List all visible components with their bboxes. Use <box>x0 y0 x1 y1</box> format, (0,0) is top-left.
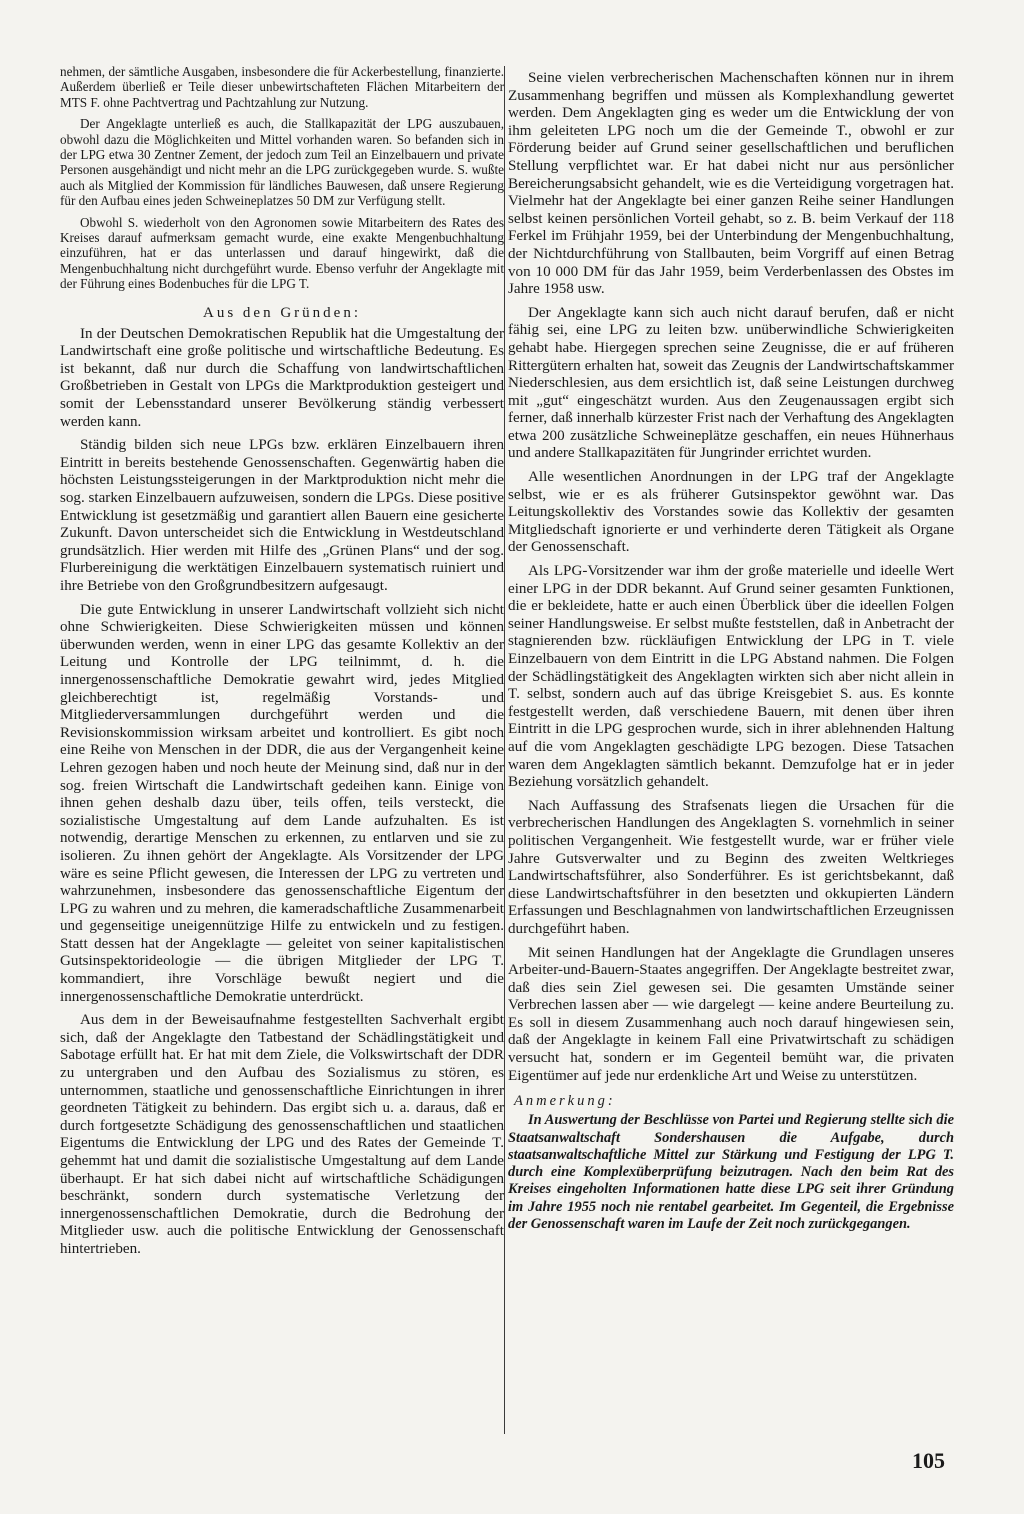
annotation-heading: Anmerkung: <box>514 1093 616 1110</box>
paragraph: Mit seinen Handlungen hat der Angeklagte die Grundlagen unseres Arbeiter-und-Bauern-Staates angegriffen. Der Angeklagte bestreitet zwar, daß dies sein Ziel gewesen sei. Die gesamten Umstände seiner Verbrechen lassen aber — wie dargelegt — keine andere Beurteilung zu. Es soll in diesem Zusammenhang auch noch darauf hingewiesen sein, daß der Angeklagte in keinem Fall eine Privatwirtschaft zu schädigen versucht hat, sondern er im Gegenteil bemüht war, die privaten Eigentümer auf jede nur erdenkliche Art und Weise zu unterstützen. <box>508 944 954 1084</box>
paragraph: Aus dem in der Beweisaufnahme festgestellten Sachverhalt ergibt sich, daß der Angeklagte den Tatbestand der Schädlingstätigkeit und Sabotage erfüllt hat. Er hat mit dem Ziele, die Volkswirtschaft der DDR zu untergraben und den Aufbau des Sozialismus zu stören, es unternommen, staatliche und genossenschaftliche Einrichtungen in ihrer geordneten Tätigkeit zu behindern. Das ergibt sich u. a. daraus, daß er durch fortgesetzte Schädigung des genossenschaftlichen und staatlichen Eigentums die Entwicklung der LPG und des Rates der Gemeinde T. gehemmt hat und damit die sozialistische Umgestaltung auf dem Lande überhaupt. Er hat sich dabei nicht auf wirtschaftliche Schädigungen beschränkt, sondern durch systematische Verletzung der innergenossenschaftlichen Demokratie, durch die Bedrohung der Mitglieder usw. auch die politische Entwicklung der Genossenschaft hintertrieben. <box>60 1012 504 1257</box>
paragraph: In der Deutschen Demokratischen Republik hat die Umgestaltung der Landwirtschaft eine große politische und wirtschaftliche Bedeutung. Es ist bekannt, daß nur durch die Schaffung von landwirtschaftlichen Großbetrieben in Gestalt von LPGs die Marktproduktion gesteigert und somit der Lebensstandard unserer Bevölkerung ständig verbessert werden kann. <box>60 325 504 430</box>
paragraph: Ständig bilden sich neue LPGs bzw. erklären Einzelbauern ihren Eintritt in bereits bestehende Genossenschaften. Gegenwärtig haben die höchsten Leistungssteigerungen in der Marktproduktion nicht mehr die sog. starken Einzelbauern aufzuweisen, sondern die LPGs. Diese positive Entwicklung ist gesetzmäßig und garantiert allen Bauern eine gesicherte Zukunft. Davon unterscheidet sich die Entwicklung in Westdeutschland grundsätzlich. Hier werden mit Hilfe des „Grünen Plans“ und der sog. Flurbereinigung die werktätigen Einzelbauern systematisch ruiniert und ihre Betriebe von den Großgrundbesitzern aufgesaugt. <box>60 437 504 594</box>
paragraph: Der Angeklagte kann sich auch nicht darauf berufen, daß er nicht fähig sei, eine LPG zu leiten bzw. unüberwindliche Schwierigkeiten gehabt habe. Hiergegen sprechen seine Zeugnisse, die er auf früheren Rittergütern erhalten hat, soweit das Zeugnis der Landwirtschaftskammer Niederschlesien, aus dem ersichtlich ist, daß seine Leistungen durchweg mit „gut“ eingeschätzt wurden. Aus den Zeugenaussagen ergibt sich ferner, daß innerhalb kürzester Frist nach der Verhaftung des Angeklagten etwa 200 zusätzliche Schweineplätze geschaffen, ein neues Hühnerhaus und andere Stallkapazitäten für Jungrinder errichtet wurden. <box>508 304 954 462</box>
column-divider <box>504 66 505 1434</box>
paragraph: Alle wesentlichen Anordnungen in der LPG traf der Angeklagte selbst, wie er es als früherer Gutsinspektor gewöhnt war. Das Leitungskollektiv des Vorstandes sowie das Kollektiv der gesamten Mitgliedschaft ignorierte er und verhinderte deren Tätigkeit als Organe der Genossenschaft. <box>508 469 954 556</box>
paragraph: Die gute Entwicklung in unserer Landwirtschaft vollzieht sich nicht ohne Schwierigkeiten. Diese Schwierigkeiten müssen und können überwunden werden, wenn in einer LPG das gesamte Kollektiv an der Leitung und Kontrolle der LPG teilnimmt, d. h. die innergenossenschaftliche Demokratie gewahrt wird, jedes Mitglied gleichberechtigt ist, regelmäßig Vorstands- und Mitgliederversammlungen durchgeführt werden und die Revisionskommission wirksam arbeitet und kontrolliert. Es gibt noch eine Reihe von Menschen in der DDR, die aus der Vergangenheit keine Lehren gezogen haben und noch heute der Meinung sind, daß nur in der sog. freien Wirtschaft die Landwirtschaft gedeihen kann. Einige von ihnen gehen deshalb dazu über, teils offen, teils versteckt, die sozialistische Umgestaltung auf dem Lande aufzuhalten. Es ist notwendig, derartige Menschen zu erkennen, zu entlarven und sie zu isolieren. Zu ihnen gehört der Angeklagte. Als Vorsitzender der LPG wäre es seine Pflicht gewesen, die Interessen der LPG zu vertreten und wahrzunehmen, insbesondere das genossenschaftliche Eigentum der LPG zu wahren und zu mehren, die kameradschaftliche Zusammenarbeit und gegenseitige uneigennützige Hilfe zu entwickeln und zu festigen. Statt dessen hat der Angeklagte — geleitet von seiner kapitalistischen Gutsinspektorideologie — die übrigen Mitglieder der LPG T. kommandiert, ihre Vorschläge bewußt negiert und die innergenossenschaftliche Demokratie unterdrückt. <box>60 601 504 1005</box>
annotation-text: In Auswertung der Beschlüsse von Partei und Regierung stellte sich die Staatsanwaltschaft Sondershausen die Aufgabe, durch staatsanwaltschaftliche Mittel zur Stärkung und Festigung der LPG T. durch eine Komplexüberprüfung beizutragen. Nach den beim Rat des Kreises eingeholten Informationen hatte diese LPG seit ihrer Gründung im Jahre 1955 noch nie rentabel gearbeitet. Im Gegenteil, die Ergebnisse der Genossenschaft waren im Laufe der Zeit noch zurückgegangen. <box>508 1112 954 1233</box>
paragraph: Obwohl S. wiederholt von den Agronomen sowie Mitarbeitern des Rates des Kreises darauf aufmerksam gemacht wurde, eine exakte Mengenbuchhaltung einzuführen, hat er das unterlassen und darauf hingewirkt, daß die Mengenbuchhaltung nicht durchgeführt wurde. Ebenso verfuhr der Angeklagte mit der Führung eines Bodenbuches für die LPG T. <box>60 214 504 292</box>
page-number: 105 <box>912 1448 945 1473</box>
section-heading: Aus den Gründen: <box>203 304 361 321</box>
paragraph: nehmen, der sämtliche Ausgaben, insbesondere die für Ackerbestellung, finanzierte. Außerdem überließ er Teile dieser unbewirtschafteten Flächen Mitarbeitern der MTS F. ohne Pachtvertrag und Pachtzahlung zur Nutzung. <box>60 64 504 110</box>
paragraph: Als LPG-Vorsitzender war ihm der große materielle und ideelle Wert einer LPG in der DDR bekannt. Auf Grund seiner gesamten Funktionen, die er bekleidete, hatte er auch einen Überblick über die ideellen Folgen seiner Handlungsweise. Er selbst mußte feststellen, daß in Anbetracht der stagnierenden bzw. rückläufigen Entwicklung der LPG in T. viele Einzelbauern von dem Eintritt in die LPG Abstand nahmen. Die Folgen der Schädlingstätigkeit des Angeklagten wirkten sich aber nicht allein in T. selbst, sondern auch auf das übrige Kreisgebiet S. aus. Es konnte festgestellt werden, daß verschiedene Bauern, mit denen über ihren Eintritt in die LPG gesprochen wurde, sich in ihrer ablehnenden Haltung auf die vom Angeklagten geschädigte LPG bezogen. Diese Tatsachen waren dem Angeklagten sämtlich bekannt. Demzufolge hat er in jeder Beziehung vorsätzlich gehandelt. <box>508 563 954 791</box>
paragraph: Nach Auffassung des Strafsenats liegen die Ursachen für die verbrecherischen Handlungen des Angeklagten S. vornehmlich in seiner politischen Vergangenheit. Wie festgestellt wurde, war er früher viele Jahre Gutsverwalter und zu Beginn des zweiten Weltkrieges Landwirtschaftsführer, also Sonderführer. Es ist gerichtsbekannt, daß diese Landwirtschaftsführer in den besetzten und okkupierten Ländern Erfassungen und Beschlagnahmen von landwirtschaftlichen Erzeugnissen durchgeführt haben. <box>508 797 954 937</box>
paragraph: Seine vielen verbrecherischen Machenschaften können nur in ihrem Zusammenhang begriffen und müssen als Komplexhandlung gewertet werden. Dem Angeklagten ging es weder um die Entwicklung der von ihm geleiteten LPG noch um die der Gemeinde T., obwohl er zur Förderung beider auf Grund seiner gesellschaftlichen und beruflichen Stellung verpflichtet war. Er hat dabei nicht nur aus persönlicher Bereicherungsabsicht gehandelt, wie es die Verteidigung vorgetragen hat. Vielmehr hat der Angeklagte bei einer ganzen Reihe seiner Handlungen selbst keinen persönlichen Vorteil gehabt, so z. B. beim Verkauf der 118 Ferkel im Frühjahr 1959, bei der Unterbindung der Mengenbuchhaltung, der Nichtdurchführung von Stallbauten, beim Vorgriff auf einen Betrag von 10 000 DM für das Jahr 1959, beim Verderbenlassen des Obstes im Jahre 1958 usw. <box>508 70 954 298</box>
paragraph: Der Angeklagte unterließ es auch, die Stallkapazität der LPG auszubauen, obwohl dazu die Möglichkeiten und Mittel vorhanden waren. So befanden sich in der LPG etwa 30 Zentner Zement, der jedoch zum Teil an Einzelbauern und private Personen ausgehändigt und nicht mehr an die LPG zurückgegeben wurde. S. wußte auch als Mitglied der Kommission für ländliches Bauwesen, daß unsere Regierung für den Aufbau eines jeden Schweineplatzes 50 DM zur Verfügung stellt. <box>60 116 504 209</box>
left-column <box>60 64 504 1265</box>
right-column <box>508 70 954 1239</box>
